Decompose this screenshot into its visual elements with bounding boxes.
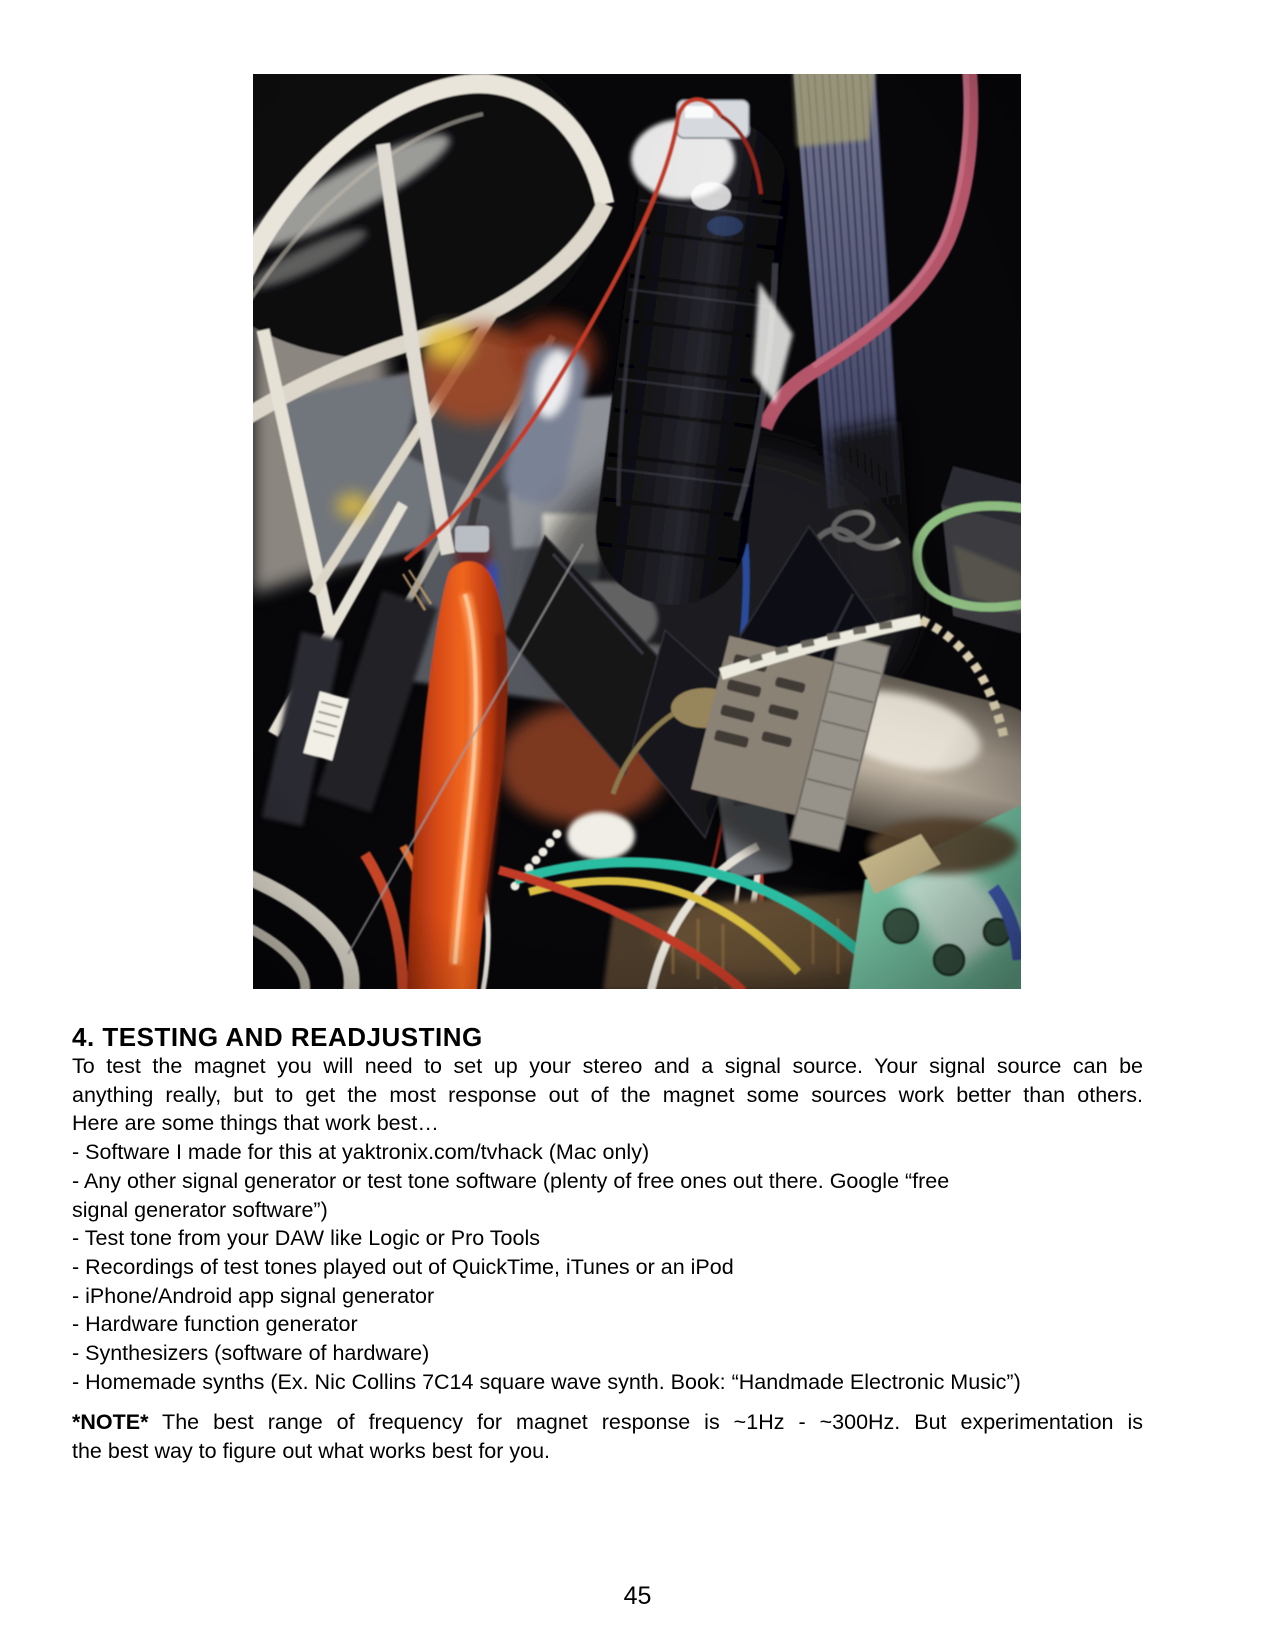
note-line: the best way to figure out what works best for you. [72, 1439, 551, 1464]
note-paragraph [72, 1408, 1143, 1465]
list-line: - iPhone/Android app signal generator [72, 1283, 435, 1308]
vignette [253, 74, 1021, 989]
note-text: The best range of frequency for magnet response is ~1Hz - ~300Hz. But experimentation is [148, 1410, 1143, 1435]
list-line: signal generator software”) [72, 1197, 328, 1222]
list-line: - Synthesizers (software of hardware) [72, 1341, 430, 1366]
list-line: - Any other signal generator or test tone software (plenty of free ones out there. Google “free [72, 1168, 950, 1193]
note-line [72, 1408, 1143, 1437]
list-line: - Hardware function generator [72, 1312, 358, 1337]
intro-line: anything really, but to get the most response out of the magnet some sources work better than others. [72, 1082, 1143, 1107]
page-number: 45 [623, 1582, 652, 1610]
list-line: - Homemade synths (Ex. Nic Collins 7C14 square wave synth. Book: “Handmade Electronic Music”) [72, 1369, 1021, 1394]
photo-illustration [253, 74, 1021, 989]
section-heading: 4. TESTING AND READJUSTING [72, 1022, 483, 1052]
note-label: *NOTE* [72, 1410, 149, 1435]
photo-tv-internals [253, 74, 1021, 989]
list-line: - Software I made for this at yaktronix.com/tvhack (Mac only) [72, 1140, 650, 1165]
list-line: - Recordings of test tones played out of QuickTime, iTunes or an iPod [72, 1254, 734, 1279]
intro-line: To test the magnet you will need to set up your stereo and a signal source. Your signal source can be [72, 1054, 1143, 1078]
list-line: - Test tone from your DAW like Logic or Pro Tools [72, 1226, 541, 1251]
body-text [72, 1022, 1143, 1466]
intro-line: Here are some things that work best… [72, 1111, 439, 1136]
